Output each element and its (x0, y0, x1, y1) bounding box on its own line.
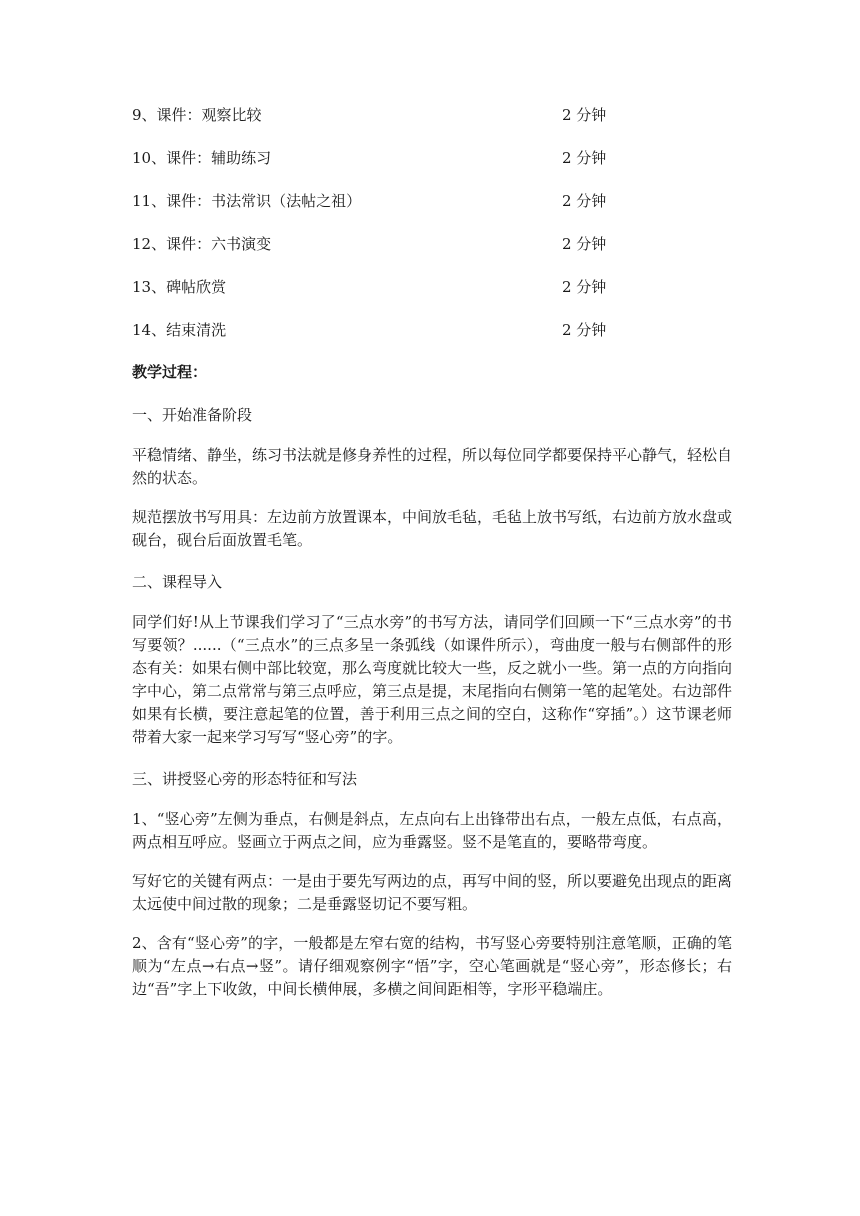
paragraph: 1、“竖心旁”左侧为垂点，右侧是斜点，左点向右上出锋带出右点，一般左点低，右点高，两点相互呼应。竖画立于两点之间，应为垂露竖。竖不是笔直的，要略带弯度。 (132, 810, 732, 851)
schedule-duration: 2 分钟 (562, 278, 607, 296)
schedule-row (132, 272, 732, 315)
paragraph: 平稳情绪、静坐，练习书法就是修身养性的过程，所以每位同学都要保持平心静气，轻松自然的状态。 (132, 446, 733, 487)
schedule-duration: 2 分钟 (562, 235, 607, 253)
schedule-row (132, 229, 732, 272)
schedule-item: 10、课件：辅助练习 (132, 149, 272, 167)
schedule-row (132, 143, 732, 186)
schedule-list (132, 100, 732, 358)
schedule-row (132, 100, 732, 143)
paragraph: 写好它的关键有两点：一是由于要先写两边的点，再写中间的竖，所以要避免出现点的距离太远使中间过散的现象；二是垂露竖切记不要写粗。 (132, 872, 733, 913)
section-title: 一、开始准备阶段 (132, 406, 253, 424)
schedule-duration: 2 分钟 (562, 192, 607, 210)
section-title: 三、讲授竖心旁的形态特征和写法 (132, 770, 358, 788)
paragraph: 同学们好!从上节课我们学习了“三点水旁”的书写方法，请同学们回顾一下“三点水旁”的书写要领？......（“三点水”的三点多呈一条弧线（如课件所示），弯曲度一般与右侧部件的形态有关：如果右侧中部比较宽，那么弯度就比较大一些，反之就小一些。第一点的方向指向字中心，第二点常常与第三点呼应，第三点是提，末尾指向右侧第一笔的起笔处。右边部件如果有长横，要注意起笔的位置，善于利用三点之间的空白，这称作“穿插”。）这节课老师带着大家一起来学习写写“竖心旁”的字。 (132, 613, 733, 746)
schedule-item: 13、碑帖欣赏 (132, 278, 227, 296)
schedule-row (132, 186, 732, 229)
schedule-row (132, 315, 732, 358)
schedule-item: 14、结束清洗 (132, 321, 227, 339)
schedule-item: 9、课件：观察比较 (132, 106, 262, 124)
section-title: 二、课程导入 (132, 573, 223, 591)
paragraph: 2、含有“竖心旁”的字，一般都是左窄右宽的结构，书写竖心旁要特别注意笔顺，正确的笔顺为“左点→右点→竖”。请仔细观察例字“悟”字，空心笔画就是“竖心旁”，形态修长；右边“吾”字上下收敛，中间长横伸展，多横之间间距相等，字形平稳端庄。 (132, 934, 732, 998)
schedule-duration: 2 分钟 (562, 106, 607, 124)
schedule-item: 12、课件：六书演变 (132, 235, 272, 253)
schedule-item: 11、课件：书法常识（法帖之祖） (132, 192, 362, 210)
process-heading: 教学过程： (132, 363, 208, 381)
paragraph: 规范摆放书写用具：左边前方放置课本，中间放毛毡，毛毡上放书写纸，右边前方放水盘或砚台，砚台后面放置毛笔。 (132, 508, 733, 549)
document-page (132, 100, 732, 1017)
schedule-duration: 2 分钟 (562, 149, 607, 167)
schedule-duration: 2 分钟 (562, 321, 607, 339)
